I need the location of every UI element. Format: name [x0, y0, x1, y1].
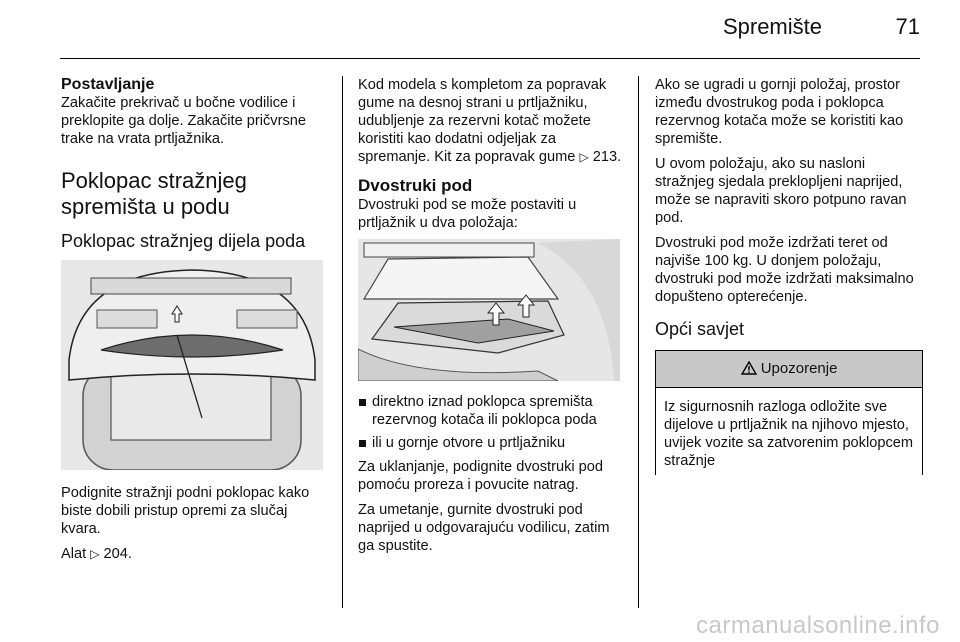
insertion-text: Za umetanje, gurnite dvostruki pod naprijed u odgovarajuću vodilicu, zatim ga spustite.: [358, 502, 610, 554]
list-item: ili u gornje otvore u prtljažniku: [358, 434, 626, 452]
section-title: Poklopac stražnjeg spremišta u podu: [61, 168, 247, 219]
load-capacity-text: Dvostruki pod može izdržati teret od najviše 100 kg. U donjem položaju, dvostruki pod može izdržati maksimalno dopušteno opterećenje.: [655, 235, 914, 305]
tool-reference: [61, 545, 329, 563]
column-middle: [358, 76, 626, 562]
double-floor-heading: Dvostruki pod: [358, 176, 473, 195]
page-reference-arrow-icon: ▷: [579, 150, 589, 164]
installation-text: Zakačite prekrivač u bočne vodilice i preklopite ga dolje. Zakačite pričvrsne trake na vrata prtljažnika.: [61, 95, 306, 147]
warning-title: Upozorenje: [760, 360, 838, 377]
positions-list: [358, 393, 626, 452]
page-number: 71: [895, 14, 920, 39]
tool-page[interactable]: 204.: [103, 546, 132, 562]
floor-cover-text: Podignite stražnji podni poklopac kako biste dobili pristup opremi za slučaj kvara.: [61, 485, 310, 537]
page-header: [60, 0, 920, 59]
warning-box: [655, 350, 923, 475]
subsection-title: Poklopac stražnjeg dijela poda: [61, 231, 306, 251]
column-divider: [342, 76, 343, 608]
rear-floor-cover-illustration: [61, 260, 323, 470]
warning-text: Iz sigurnosnih razloga odložite sve dijelove u prtljažnik na njihovo mjesto, uvijek vozite sa zatvorenim poklopcem stražnje: [664, 399, 914, 469]
page-reference-arrow-icon: ▷: [90, 547, 100, 561]
repair-kit-text: [358, 76, 626, 166]
column-right: [655, 76, 923, 475]
tool-label: Alat: [61, 546, 87, 562]
upper-position-text: Ako se ugradi u gornji položaj, prostor između dvostrukog poda i poklopca rezervnog kotača može se koristiti kao spremište.: [655, 77, 904, 147]
double-floor-intro: Dvostruki pod se može postaviti u prtljažnik u dva položaja:: [358, 197, 577, 231]
flat-floor-text: U ovom položaju, ako su nasloni stražnjeg sjedala preklopljeni naprijed, može se napraviti skoro potpuno ravan pod.: [655, 156, 907, 226]
watermark: carmanualsonline.info: [696, 612, 940, 639]
warning-header: [656, 351, 922, 388]
column-left: [61, 76, 329, 570]
list-item: direktno iznad poklopca spremišta rezervnog kotača ili poklopca poda: [358, 393, 626, 429]
installation-heading: Postavljanje: [61, 76, 155, 93]
removal-text: Za uklanjanje, podignite dvostruki pod pomoću proreza i povucite natrag.: [358, 459, 604, 493]
warning-triangle-icon: [741, 361, 757, 375]
general-advice-heading: Opći savjet: [655, 319, 745, 339]
repair-kit-page[interactable]: 213.: [592, 149, 622, 165]
column-divider: [638, 76, 639, 608]
double-floor-illustration: [358, 239, 620, 381]
page-title: Spremište: [722, 14, 822, 39]
repair-kit-body: Kod modela s kompletom za popravak gume na desnoj strani u prtljažniku, udubljenje za rezervni kotač možete koristiti kao dodatni odjeljak za spremanje. Kit za popravak gume: [358, 77, 607, 165]
